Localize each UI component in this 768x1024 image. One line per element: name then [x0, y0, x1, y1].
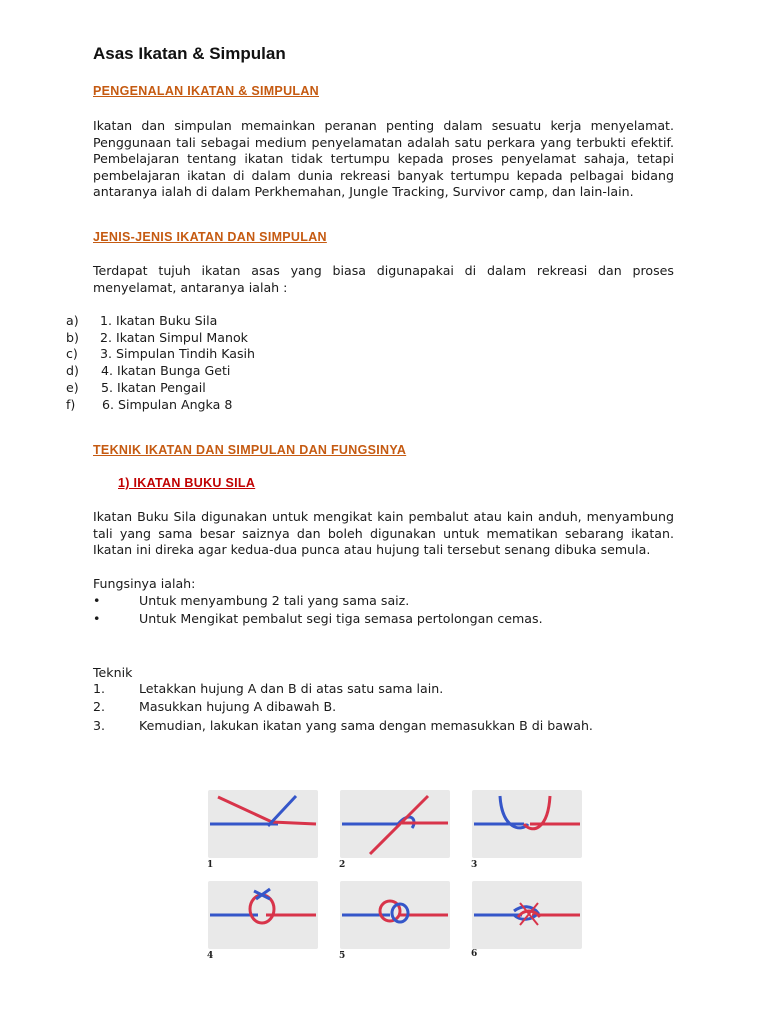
step-number: 1. — [93, 681, 106, 696]
list-text: 1. Ikatan Buku Sila — [100, 313, 218, 328]
function-label: Fungsinya ialah: — [93, 576, 196, 591]
step-text: Kemudian, lakukan ikatan yang sama dengan memasukkan B di bawah. — [139, 718, 593, 733]
intro-paragraph: Ikatan dan simpulan memainkan peranan penting dalam sesuatu kerja menyelamat. Penggunaan tali sebagai medium penyelamatan adalah satu perkara yang terbukti efektif. Pembelajaran tentang ikatan tidak tertumpu kepada proses penyelamat sahaja, tetapi pembelajaran ikatan di dalam dunia rekreasi banyak tertumpu kepada pelbagai bidang antaranya ialah di dalam Perkhemahan, Jungle Tracking, Survivor camp, dan lain-lain. — [93, 118, 674, 200]
list-text: 2. Ikatan Simpul Manok — [100, 330, 248, 345]
types-paragraph: Terdapat tujuh ikatan asas yang biasa digunapakai di dalam rekreasi dan proses menyelamat, antaranya ialah : — [93, 263, 674, 295]
knot-step-photo-4 — [208, 881, 318, 949]
knot-step-photo-2 — [340, 790, 450, 858]
list-item — [93, 611, 543, 628]
knot-step-photo-6 — [472, 881, 582, 949]
list-text: 3. Simpulan Tindih Kasih — [100, 346, 256, 361]
bullet-text: Untuk Mengikat pembalut segi tiga semasa pertolongan cemas. — [139, 611, 543, 626]
list-item — [66, 363, 231, 380]
list-letter: c) — [66, 346, 78, 361]
list-item — [93, 718, 593, 735]
list-item — [66, 330, 248, 347]
list-text: 4. Ikatan Bunga Geti — [101, 363, 231, 378]
list-letter: a) — [66, 313, 79, 328]
step-text: Letakkan hujung A dan B di atas satu sama lain. — [139, 681, 444, 696]
photo-caption: 3 — [471, 860, 478, 870]
types-heading: JENIS-JENIS IKATAN DAN SIMPULAN — [93, 230, 327, 244]
list-item — [66, 346, 256, 363]
bullet: • — [93, 593, 101, 608]
bullet: • — [93, 611, 101, 626]
step-number: 3. — [93, 718, 106, 733]
bullet-text: Untuk menyambung 2 tali yang sama saiz. — [139, 593, 410, 608]
photo-caption: 5 — [339, 951, 346, 961]
list-text: 5. Ikatan Pengail — [101, 380, 206, 395]
list-text: 6. Simpulan Angka 8 — [102, 397, 233, 412]
list-item — [66, 397, 233, 414]
knot-step-photo-1 — [208, 790, 318, 858]
step-number: 2. — [93, 699, 106, 714]
photo-caption: 2 — [339, 860, 346, 870]
knot-step-photo-5 — [340, 881, 450, 949]
intro-heading: PENGENALAN IKATAN & SIMPULAN — [93, 84, 319, 98]
list-item — [93, 681, 444, 698]
page-title: Asas Ikatan & Simpulan — [93, 44, 286, 63]
list-letter: b) — [66, 330, 79, 345]
photo-caption: 4 — [207, 951, 214, 961]
list-letter: e) — [66, 380, 79, 395]
list-item — [93, 699, 337, 716]
knot-subheading: 1) IKATAN BUKU SILA — [118, 476, 256, 490]
photo-caption: 1 — [207, 860, 214, 870]
technique-heading: TEKNIK IKATAN DAN SIMPULAN DAN FUNGSINYA — [93, 443, 407, 457]
photo-caption: 6 — [471, 949, 478, 959]
list-item — [66, 380, 206, 397]
knot-description: Ikatan Buku Sila digunakan untuk mengikat kain pembalut atau kain anduh, menyambung tali yang sama besar saiznya dan boleh digunakan untuk mematikan sebarang ikatan. Ikatan ini direka agar kedua-dua punca atau hujung tali tersebut senang dibuka semula. — [93, 509, 674, 558]
step-text: Masukkan hujung A dibawah B. — [139, 699, 337, 714]
knot-step-photo-3 — [472, 790, 582, 858]
list-letter: d) — [66, 363, 79, 378]
list-item — [93, 593, 410, 610]
list-letter: f) — [66, 397, 76, 412]
teknik-label: Teknik — [93, 665, 133, 680]
list-item — [66, 313, 218, 330]
